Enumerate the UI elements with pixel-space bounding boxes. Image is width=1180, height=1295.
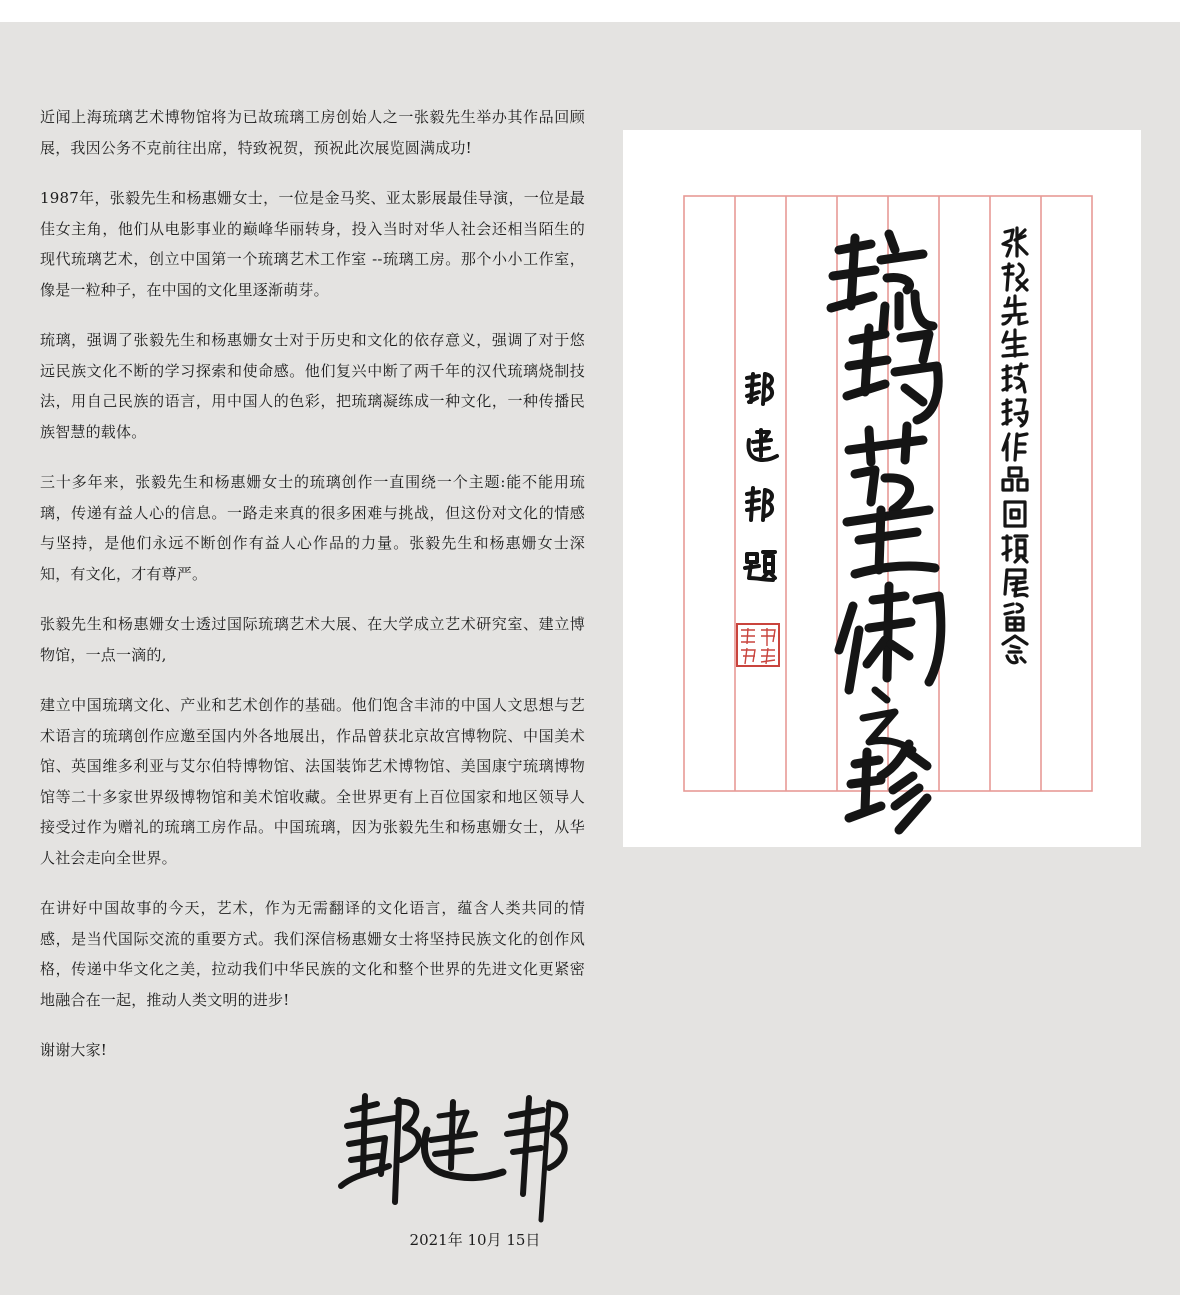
handwritten-signature bbox=[335, 1082, 575, 1232]
letter-body bbox=[40, 102, 585, 1086]
calligraphy-dedication bbox=[1003, 228, 1027, 663]
calligraphy-artwork bbox=[623, 130, 1141, 847]
letter-paragraph-2: 1987年，张毅先生和杨惠姗女士，一位是金马奖、亚太影展最佳导演，一位是最佳女主角，他们从电影事业的巅峰华丽转身，投入当时对华人社会还相当陌生的现代琉璃艺术，创立中国第一个琉璃艺术工作室 --琉璃工房。那个小小工作室，像是一粒种子，在中国的文化里逐渐萌芽。 bbox=[40, 189, 585, 299]
calligraphy-main-text bbox=[831, 234, 941, 830]
letter-paragraph-4: 三十多年来，张毅先生和杨惠姗女士的琉璃创作一直围绕一个主题:能不能用琉璃，传递有益人心的信息。一路走来真的很多困难与挑战，但这份对文化的情感与坚持，是他们永远不断创作有益人心作品的力量。张毅先生和杨惠姗女士深知，有文化，才有尊严。 bbox=[40, 473, 585, 583]
letter-paragraph-3: 琉璃，强调了张毅先生和杨惠姗女士对于历史和文化的依存意义，强调了对于悠远民族文化不断的学习探索和使命感。他们复兴中断了两千年的汉代琉璃烧制技法，用自己民族的语言，用中国人的色彩，把琉璃凝练成一种文化，一种传播民族智慧的载体。 bbox=[40, 331, 585, 441]
calligraphy-seal bbox=[737, 624, 779, 666]
calligraphy-card bbox=[623, 130, 1141, 847]
letter-date: 2021年 10月 15日 bbox=[409, 1231, 541, 1249]
letter-paragraph-7: 在讲好中国故事的今天，艺术，作为无需翻译的文化语言，蕴含人类共同的情感，是当代国际交流的重要方式。我们深信杨惠姗女士将坚持民族文化的创作风格，传递中华文化之美，拉动我们中华民族的文化和整个世界的先进文化更紧密地融合在一起，推动人类文明的进步! bbox=[40, 899, 585, 1009]
letter-closing: 谢谢大家! bbox=[40, 1041, 108, 1059]
letter-panel bbox=[0, 22, 1180, 1295]
letter-paragraph-1: 近闻上海琉璃艺术博物馆将为已故琉璃工房创始人之一张毅先生举办其作品回顾展，我因公务不克前往出席，特致祝贺，预祝此次展览圆满成功! bbox=[40, 108, 585, 157]
letter-paragraph-6: 建立中国琉璃文化、产业和艺术创作的基础。他们饱含丰沛的中国人文思想与艺术语言的琉璃创作应邀至国内外各地展出，作品曾获北京故宫博物院、中国美术馆、英国维多利亚与艾尔伯特博物馆、法国装饰艺术博物馆、美国康宁琉璃博物馆等二十多家世界级博物馆和美术馆收藏。全世界更有上百位国家和地区领导人接受过作为赠礼的琉璃工房作品。中国琉璃，因为张毅先生和杨惠姗女士，从华人社会走向全世界。 bbox=[40, 696, 585, 867]
calligraphy-author bbox=[745, 374, 777, 580]
letter-paragraph-5: 张毅先生和杨惠姗女士透过国际琉璃艺术大展、在大学成立艺术研究室、建立博物馆，一点一滴的, bbox=[40, 615, 585, 664]
